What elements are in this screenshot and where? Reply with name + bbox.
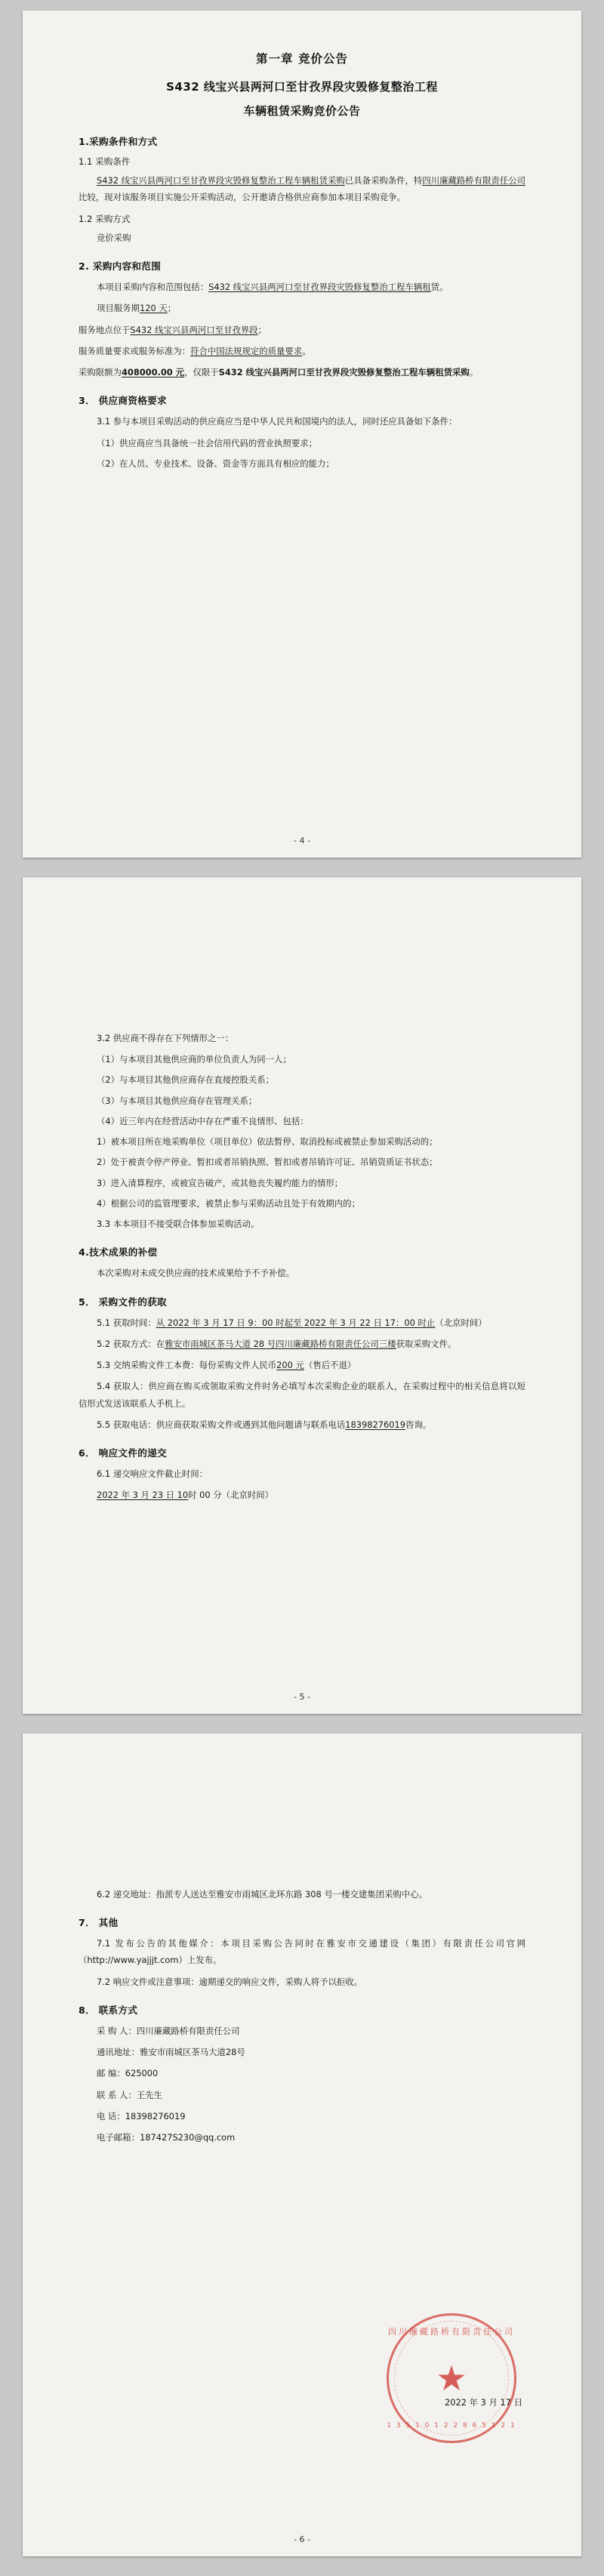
section-1-2-text: 竞价采购 xyxy=(97,232,131,243)
seal-code-text: 1 3 5 1 0 1 2 2 8 6 5 1 2 1 xyxy=(387,2422,516,2430)
budget-mid: ，仅限于 xyxy=(184,367,219,378)
page-2-top-spacer xyxy=(79,917,525,1030)
section-5-1-paragraph xyxy=(79,1314,525,1331)
deadline-date: 2022 年 3 月 23 日 10 xyxy=(97,1490,189,1501)
media-text-c: 上发布。 xyxy=(186,1955,222,1966)
service-quality-tail: 。 xyxy=(302,345,311,356)
seal-company-text: 四川廉藏路桥有限责任公司 xyxy=(388,2327,515,2337)
seal-inner-ring xyxy=(394,2321,509,2436)
section-5-5-paragraph xyxy=(79,1416,525,1433)
section-6-heading: 6． 响应文件的递交 xyxy=(79,1447,167,1459)
section-3-heading: 3． 供应商资格要求 xyxy=(79,395,167,407)
prohibition-item-4: （4）近三年内在经营活动中存在严重不良情形、包括： xyxy=(97,1115,309,1126)
contact-row-phone xyxy=(79,2108,525,2125)
section-1-2-heading: 1.2 采购方式 xyxy=(79,213,131,224)
acquire-method-tail-b: 件。 xyxy=(439,1338,457,1349)
contact-value-email[interactable]: 187427S230@qq.com xyxy=(139,2132,236,2143)
document-scroll-container xyxy=(0,11,604,2556)
acquire-phone-label: 5.5 获取电话：供应商获取采购文件或遇到其他问题请与联系电话 xyxy=(97,1419,346,1430)
service-location-label: 服务地点位于 xyxy=(79,324,131,335)
contact-label-postcode: 邮 编： xyxy=(97,2068,125,2079)
deadline-time: 时 00 分 xyxy=(188,1490,222,1501)
budget-tail: 。 xyxy=(469,367,479,378)
section-6-1-deadline xyxy=(79,1487,525,1503)
section-7-heading: 7． 其他 xyxy=(79,1917,119,1929)
contact-value-purchaser: 四川廉藏路桥有限责任公司 xyxy=(136,2025,240,2036)
acquire-method-tail-a: 获取采购文 xyxy=(396,1338,439,1349)
page-number-2: - 5 - xyxy=(294,1692,310,1702)
section-5-4-paragraph: 5.4 获取人：供应商在购买或领取采购文件时务必填写本次采购企业的联系人，在采购过程中的相关信息将以短信形式发送该联系人手机上。 xyxy=(79,1381,525,1409)
contact-label-person: 联 系 人： xyxy=(97,2089,137,2100)
acquire-phone-value: 18398276019 xyxy=(345,1419,406,1430)
page-number-1: - 4 - xyxy=(294,836,310,846)
section-2-scope-paragraph xyxy=(79,279,525,295)
doc-fee-tail: （售后不退） xyxy=(304,1360,356,1371)
chapter-title: 第一章 竞价公告 xyxy=(256,52,348,66)
contact-value-postcode: 625000 xyxy=(125,2068,159,2079)
section-2-text-a: 本项目采购内容和范围包括： xyxy=(97,282,209,293)
section-3-1-paragraph xyxy=(79,413,525,430)
page-number-3: - 6 - xyxy=(294,2534,310,2544)
project-title-line-2: 车辆租赁采购竞价公告 xyxy=(243,104,361,119)
service-period-line xyxy=(79,300,525,316)
budget-line xyxy=(79,364,525,381)
contact-row-postcode xyxy=(79,2065,525,2081)
acquire-phone-tail: 咨询。 xyxy=(405,1419,432,1430)
prohibition-item-4b: 2）处于被责令停产停业、暂扣或者吊销执照、暂扣或者吊销许可证、吊销资质证书状态； xyxy=(97,1157,438,1168)
media-text-a: 7.1 发布公告的其他媒介：本项目采购公告同时在雅安市交通建设（集团）有限责任公司官网 xyxy=(97,1938,525,1949)
section-1-1-text-b: 已具备采购条件，特 xyxy=(344,174,423,186)
project-title-line-1: S432 线宝兴县两河口至甘孜界段灾毁修复整治工程 xyxy=(166,80,438,94)
contact-value-person: 王先生 xyxy=(136,2089,162,2100)
acquire-time-label: 5.1 获取时间： xyxy=(97,1317,156,1328)
contact-row-purchaser xyxy=(79,2023,525,2039)
contact-value-phone: 18398276019 xyxy=(125,2110,186,2122)
seal-outer-ring xyxy=(387,2313,516,2443)
acquire-time-tail-a: （北京时 xyxy=(435,1317,470,1328)
service-period-value: 120 天 xyxy=(139,303,168,314)
contact-label-phone: 电 话： xyxy=(97,2110,125,2122)
contact-row-person xyxy=(79,2087,525,2103)
section-6-1-paragraph: 6.1 递交响应文件截止时间： xyxy=(97,1468,208,1479)
prohibition-item-3: （3）与本项目其他供应商存在管理关系； xyxy=(97,1095,257,1106)
prohibition-item-2: （2）与本项目其他供应商存在直接控股关系； xyxy=(97,1074,275,1086)
prohibition-item-4c: 3）进入清算程序，或被宣告破产，或其他丧失履约能力的情形； xyxy=(97,1177,344,1188)
section-5-3-paragraph xyxy=(79,1357,525,1373)
service-quality-line xyxy=(79,343,525,359)
contact-row-email xyxy=(79,2129,525,2146)
section-5-2-paragraph xyxy=(79,1336,525,1352)
section-1-1-heading: 1.1 采购条件 xyxy=(79,156,131,167)
acquire-time-tail-b: 间） xyxy=(469,1317,487,1328)
section-1-1-text-c: 四川廉藏路桥有限责任公司 xyxy=(422,174,525,186)
contact-label-address: 通讯地址： xyxy=(97,2047,140,2058)
document-page-3 xyxy=(23,1733,581,2556)
contact-row-address xyxy=(79,2044,525,2060)
budget-scope-a: S432 线宝兴县两河口至甘孜界段灾毁修复整治工程车辆 xyxy=(218,367,436,378)
media-url[interactable]: （http://www.yajjjt.com） xyxy=(79,1955,187,1966)
service-quality-label: 服务质量要求或服务标准为： xyxy=(79,345,191,356)
contact-label-purchaser: 采 购 人： xyxy=(97,2025,137,2036)
condition-item-1: （1）供应商应当具备统一社会信用代码的营业执照要求； xyxy=(97,437,318,448)
service-period-tail: ； xyxy=(167,303,177,314)
budget-amount: 408000.00 元 xyxy=(121,367,185,378)
section-1-1-paragraph xyxy=(79,172,525,205)
deadline-tz: （北京时间） xyxy=(221,1490,274,1501)
acquire-method-address: 雅安市雨城区茶马大道 28 号四川廉藏路桥有限责任公司三楼 xyxy=(165,1338,396,1349)
service-location-value: S432 线宝兴县两河口至甘孜界段 xyxy=(130,324,258,335)
section-8-heading: 8． 联系方式 xyxy=(79,2004,138,2016)
service-quality-value: 符合中国法规规定的质量要求 xyxy=(190,345,303,356)
contact-value-address: 雅安市雨城区茶马大道28号 xyxy=(139,2047,245,2058)
section-4-heading: 4.技术成果的补偿 xyxy=(79,1246,158,1259)
prohibition-item-4d: 4）根据公司的监管理要求，被禁止参与采购活动且处于有效期内的； xyxy=(97,1197,360,1209)
signature-date: 2022 年 3 月 17 日 xyxy=(444,2397,522,2408)
section-3-3-text: 3.3 本本项目不接受联合体参加采购活动。 xyxy=(97,1219,260,1230)
section-4-text: 本次采购对未成交供应商的技术成果给予不予补偿。 xyxy=(97,1268,294,1279)
section-3-2-items xyxy=(79,1051,525,1212)
page-3-top-spacer xyxy=(79,1773,525,1886)
doc-fee-value: 200 元 xyxy=(276,1360,304,1371)
section-3-1-conditions xyxy=(79,435,525,472)
service-period-label: 项目服务期 xyxy=(97,303,140,314)
section-1-1-text-d: 比较，现对该服务项目实施公开采购活动，公开邀请合格供应商参加本项目采购竞争。 xyxy=(79,191,405,202)
section-2-text-c: 赁。 xyxy=(430,282,448,293)
acquire-method-label: 5.2 获取方式：在 xyxy=(97,1338,165,1349)
section-2-heading: 2. 采购内容和范围 xyxy=(79,260,162,273)
section-6-2-paragraph: 6.2 递交地址：指派专人送达至雅安市雨城区北环东路 308 号一楼交建集团采购中心。 xyxy=(97,1889,428,1900)
section-5-heading: 5． 采购文件的获取 xyxy=(79,1296,167,1308)
seal-star-icon: ★ xyxy=(436,2358,467,2399)
section-1-1-text-a: S432 线宝兴县两河口至甘孜界段灾毁修复整治工程车辆租赁采购 xyxy=(97,174,345,186)
acquire-time-value: 从 2022 年 3 月 17 日 9：00 时起至 2022 年 3 月 22 日 17：00 时止 xyxy=(156,1317,436,1328)
section-3-2-heading: 3.2 供应商不得存在下列情形之一： xyxy=(97,1033,234,1043)
section-2-text-b: S432 线宝兴县两河口至甘孜界段灾毁修复整治工程车辆租 xyxy=(208,282,431,293)
doc-fee-label: 5.3 交纳采购文件工本费：每份采购文件人民币 xyxy=(97,1360,277,1371)
service-location-tail: ； xyxy=(257,324,267,335)
company-seal-stamp xyxy=(387,2313,516,2443)
condition-item-2: （2）在人员、专业技术、设备、资金等方面具有相应的能力； xyxy=(97,458,334,469)
section-7-2-paragraph: 7.2 响应文件或注意事项：逾期递交的响应文件，采购人将予以拒收。 xyxy=(97,1976,363,1987)
budget-scope-b: 租赁采购 xyxy=(435,367,470,378)
prohibition-item-4a: 1）被本项目所在地采购单位（项目单位）依法暂停、取消投标或被禁止参加采购活动的； xyxy=(97,1136,438,1148)
prohibition-item-1: （1）与本项目其他供应商的单位负责人为同一人； xyxy=(97,1054,291,1065)
document-page-2 xyxy=(23,877,581,1714)
section-3-1-text-a: 3.1 参与本项目采购活动的供应商应当是中华人民共和国境内的法人，同时还应具备如下条 xyxy=(97,416,440,427)
section-7-1-paragraph xyxy=(79,1935,525,1968)
service-location-line xyxy=(79,322,525,338)
section-1-heading: 1.采购条件和方式 xyxy=(79,135,158,147)
contact-label-email: 电子邮箱： xyxy=(97,2132,140,2143)
budget-label: 采购限额为 xyxy=(79,367,122,378)
section-3-1-text-b: 件： xyxy=(439,416,458,427)
document-page-1 xyxy=(23,11,581,858)
contact-block xyxy=(79,2023,525,2146)
